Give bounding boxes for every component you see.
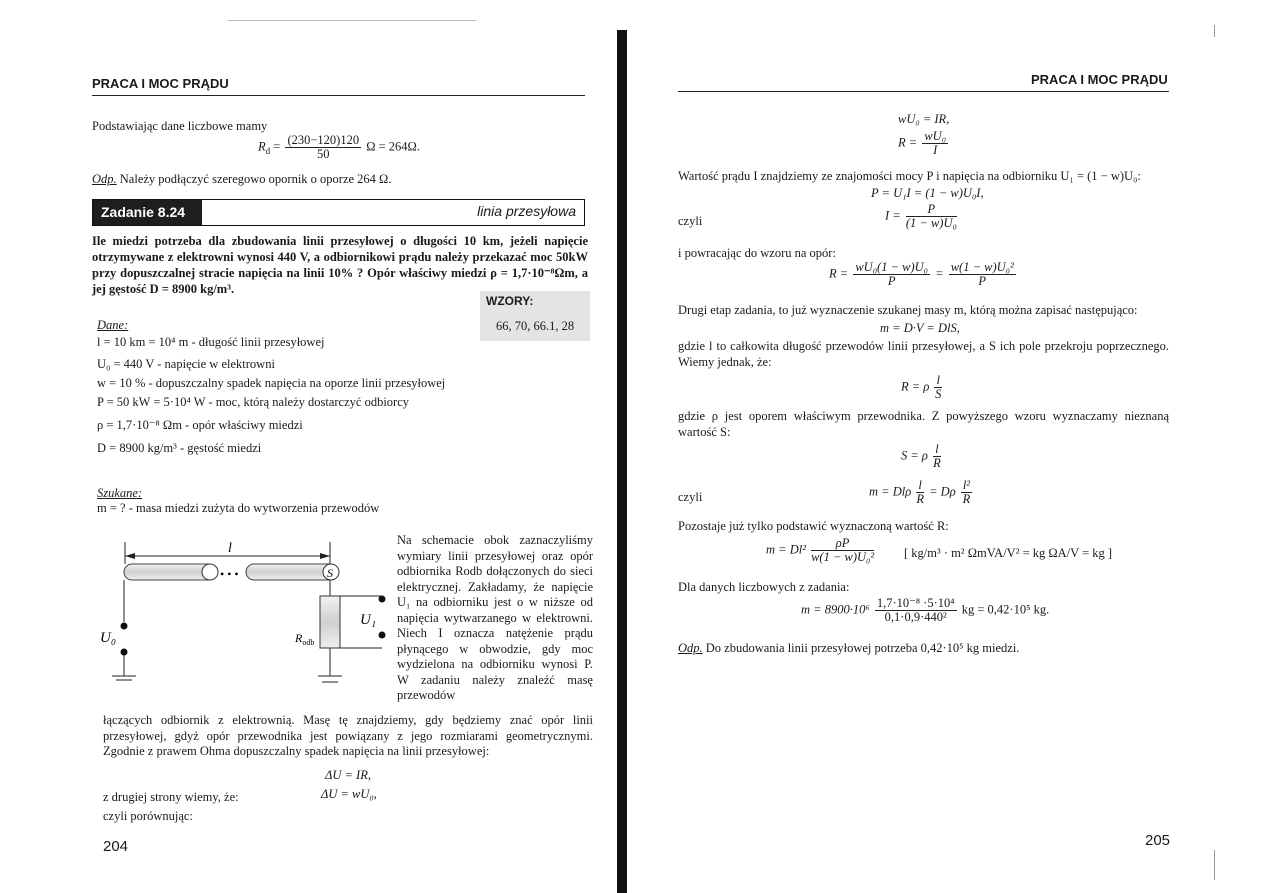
right-edge-mark [1214,25,1215,37]
equation-6: m = D·V = DlS, [880,321,960,335]
fraction: $\frac{\text{w(1 − w)U₀²}}{P}$ [950,260,1014,288]
equation-1: wU₀ = IR, [898,112,950,126]
equation-du2: ΔU = wU₀, [321,787,377,801]
transmission-line-diagram [98,536,388,696]
cable-segment [124,564,218,580]
answer-line-right: Odp. Do zbudowania linii przesyłowej potrzeba 0,42·10⁵ kg miedzi. [678,641,1020,655]
load-resistance-label: $R_{odb}$ [295,631,315,647]
equation-9: m = Dlρ $\frac{l}{R}$ = Dρ $\frac{\text{l²}}{R}$ [869,478,971,506]
book-spine [617,30,627,893]
u0-label: U₀ [100,630,117,646]
fraction: $\frac{P}{\text{(1 − w)U₀}}$ [905,202,957,230]
text-second-stage: Drugi etap zadania, to już wyznaczenie szukanej masy m, którą można zapisać następująco: [678,303,1138,317]
text-where-l: gdzie l to całkowita długość przewodów linii przesyłowej, a S ich pole przekroju poprzecznego. Wiemy jednak, że: [678,339,1169,369]
formulas-box [480,291,590,341]
header-rule-right [678,91,1169,92]
task-topic: linia przesyłowa [477,203,576,219]
szukane-label: Szukane: [97,486,143,500]
load-resistor [320,596,340,648]
fraction: $\frac{\text{1,7·10⁻⁸ ·5·10⁴}}{\text{0,1·0,9·440²}}$ [876,596,955,624]
text-returning: i powracając do wzoru na opór: [678,246,836,260]
explanation-text: łączących odbiornik z elektrownią. Masę tę znajdziemy, gdy będziemy znać opór linii przesyłowej, gdyż opór przewodnika jest powiązany z jego rozmiarami geometrycznymi. Zgodnie z prawem Ohma dopuszczalny spadek napięcia na linii przesyłowej: [103,713,593,758]
fraction: $\frac{\text{wU₀(1 − w)U₀}}{P}$ [855,260,929,288]
text-current: Wartość prądu I znajdziemy ze znajomości mocy P i napięcia na odbiorniku U₁ = (1 − w)U₀: [678,169,1141,183]
answer-line-left: Odp. Należy podłączyć szeregowo opornik o oporze 264 Ω. [92,172,392,186]
cross-section-label: S [327,566,333,580]
length-label: l [228,541,232,556]
fraction: $\frac{(230-120)120}{50}$ [287,133,360,161]
top-scan-line [228,20,476,21]
formulas-values: 66, 70, 66.1, 28 [496,319,575,333]
fraction: $\frac{\rho P}{\text{w(1 − w)U₀²}}$ [811,536,875,564]
right-edge-mark [1214,850,1215,880]
given-item: w = 10 % - dopuszczalny spadek napięcia na oporze linii przesyłowej [97,376,446,390]
text-czyli-1: czyli [678,214,703,228]
given-item: l = 10 km = 10⁴ m - długość linii przesyłowej [97,335,325,349]
equation-8: S = ρ $\frac{l}{R}$ [901,442,941,470]
equation-10: m = Dl² $\frac{\rho P}{\text{w(1 − w)U₀²}}$ [766,536,875,564]
fraction: $\frac{l}{R}$ [916,478,924,506]
given-item: D = 8900 kg/m³ - gęstość miedzi [97,441,262,455]
sought-item: m = ? - masa miedzi zużyta do wytworzenia przewodów [97,501,380,515]
fraction: $\frac{l}{R}$ [933,442,941,470]
wiring [112,580,386,682]
cable-segment-end [246,564,339,580]
page-header-left: PRACA I MOC PRĄDU [92,76,229,91]
fraction: $\frac{\text{wU₀}}{I}$ [924,129,947,157]
fraction: $\frac{\text{l²}}{R}$ [962,478,971,506]
ellipsis-dots: • • • [220,567,239,581]
equation-2: R = $\frac{\text{wU₀}}{I}$ [898,129,947,157]
text-numeric-data: Dla danych liczbowych z zadania: [678,580,850,594]
task-statement: Ile miedzi potrzeba dla zbudowania linii przesyłowej o długości 10 km, jeżeli napięcie otrzymywane z elektrowni wynosi 440 V, a odbiornikowi prądu należy przekazać moc 50kW przy dopuszczalnej stracie napięcia na linii 10% ? Opór właściwy miedzi ρ = 1,7·10⁻⁸Ωm, a jej gęstość D = 8900 kg/m³. [92,234,588,296]
page-number-left: 204 [103,838,129,855]
fraction: $\frac{l}{S}$ [935,373,942,401]
equation-5: R = $\frac{\text{wU₀(1 − w)U₀}}{P}$ = $\frac{\text{w(1 − w)U₀²}}{P}$ [829,260,1014,288]
page-header-right: PRACA I MOC PRĄDU [1031,72,1168,87]
equation-4: I = $\frac{P}{\text{(1 − w)U₀}}$ [885,202,957,230]
text-substitute: Pozostaje już tylko podstawić wyznaczoną wartość R: [678,519,949,533]
intro-text: Podstawiając dane liczbowe mamy [92,119,268,133]
text-czyli-porownujac: czyli porównując: [103,809,193,823]
equation-7: R = ρ $\frac{l}{S}$ [901,373,942,401]
formulas-label: WZORY: [486,294,534,308]
equation-du1: ΔU = IR, [325,768,371,782]
dane-label: Dane: [97,318,129,332]
equation-3: P = U₁I = (1 − w)U₀I, [871,186,984,200]
equation-11: m = 8900·10⁶ $\frac{\text{1,7·10⁻⁸ ·5·10⁴}}{\text{0,1·0,9·440²}}$ kg = 0,42·10⁵ kg. [801,596,1050,624]
page-number-right: 205 [1145,832,1171,849]
equation-rd: $R_d$ = $\frac{(230-120)120}{50}$ Ω = 264Ω. [258,133,420,161]
units-check: [ kg/m³ · m² ΩmVA/V² = kg ΩA/V = kg ] [904,546,1113,560]
text-z-drugiej: z drugiej strony wiemy, że: [103,790,239,804]
task-badge: Zadanie 8.24 [93,200,202,225]
given-item: ρ = 1,7·10⁻⁸ Ωm - opór właściwy miedzi [97,418,303,432]
u1-label: U₁ [360,612,377,628]
diagram-side-text: Na schemacie obok zaznaczyliśmy wymiary linii przesyłowej oraz opór odbiornika Rodb dołączonych do sieci elektrycznej. Zakładamy, że napięcie U₁ na odbiorniku jest o w niższe od napięcia wytwarzanego w elektrowni. Niech I oznacza natężenie prądu płynącego w obwodzie, gdy moc wydzielona na odbiorniku wynosi P. W zadaniu należy znaleźć masę przewodów [397,533,593,702]
text-czyli-2: czyli [678,490,703,504]
text-rho: gdzie ρ jest oporem właściwym przewodnika. Z powyższego wzoru wyznaczamy nieznaną wartość S: [678,409,1169,439]
given-item: P = 50 kW = 5·10⁴ W - moc, którą należy dostarczyć odbiorcy [97,395,410,409]
task-banner [92,199,585,226]
header-rule-left [92,95,585,96]
given-item: U₀ = 440 V - napięcie w elektrowni [97,357,275,371]
